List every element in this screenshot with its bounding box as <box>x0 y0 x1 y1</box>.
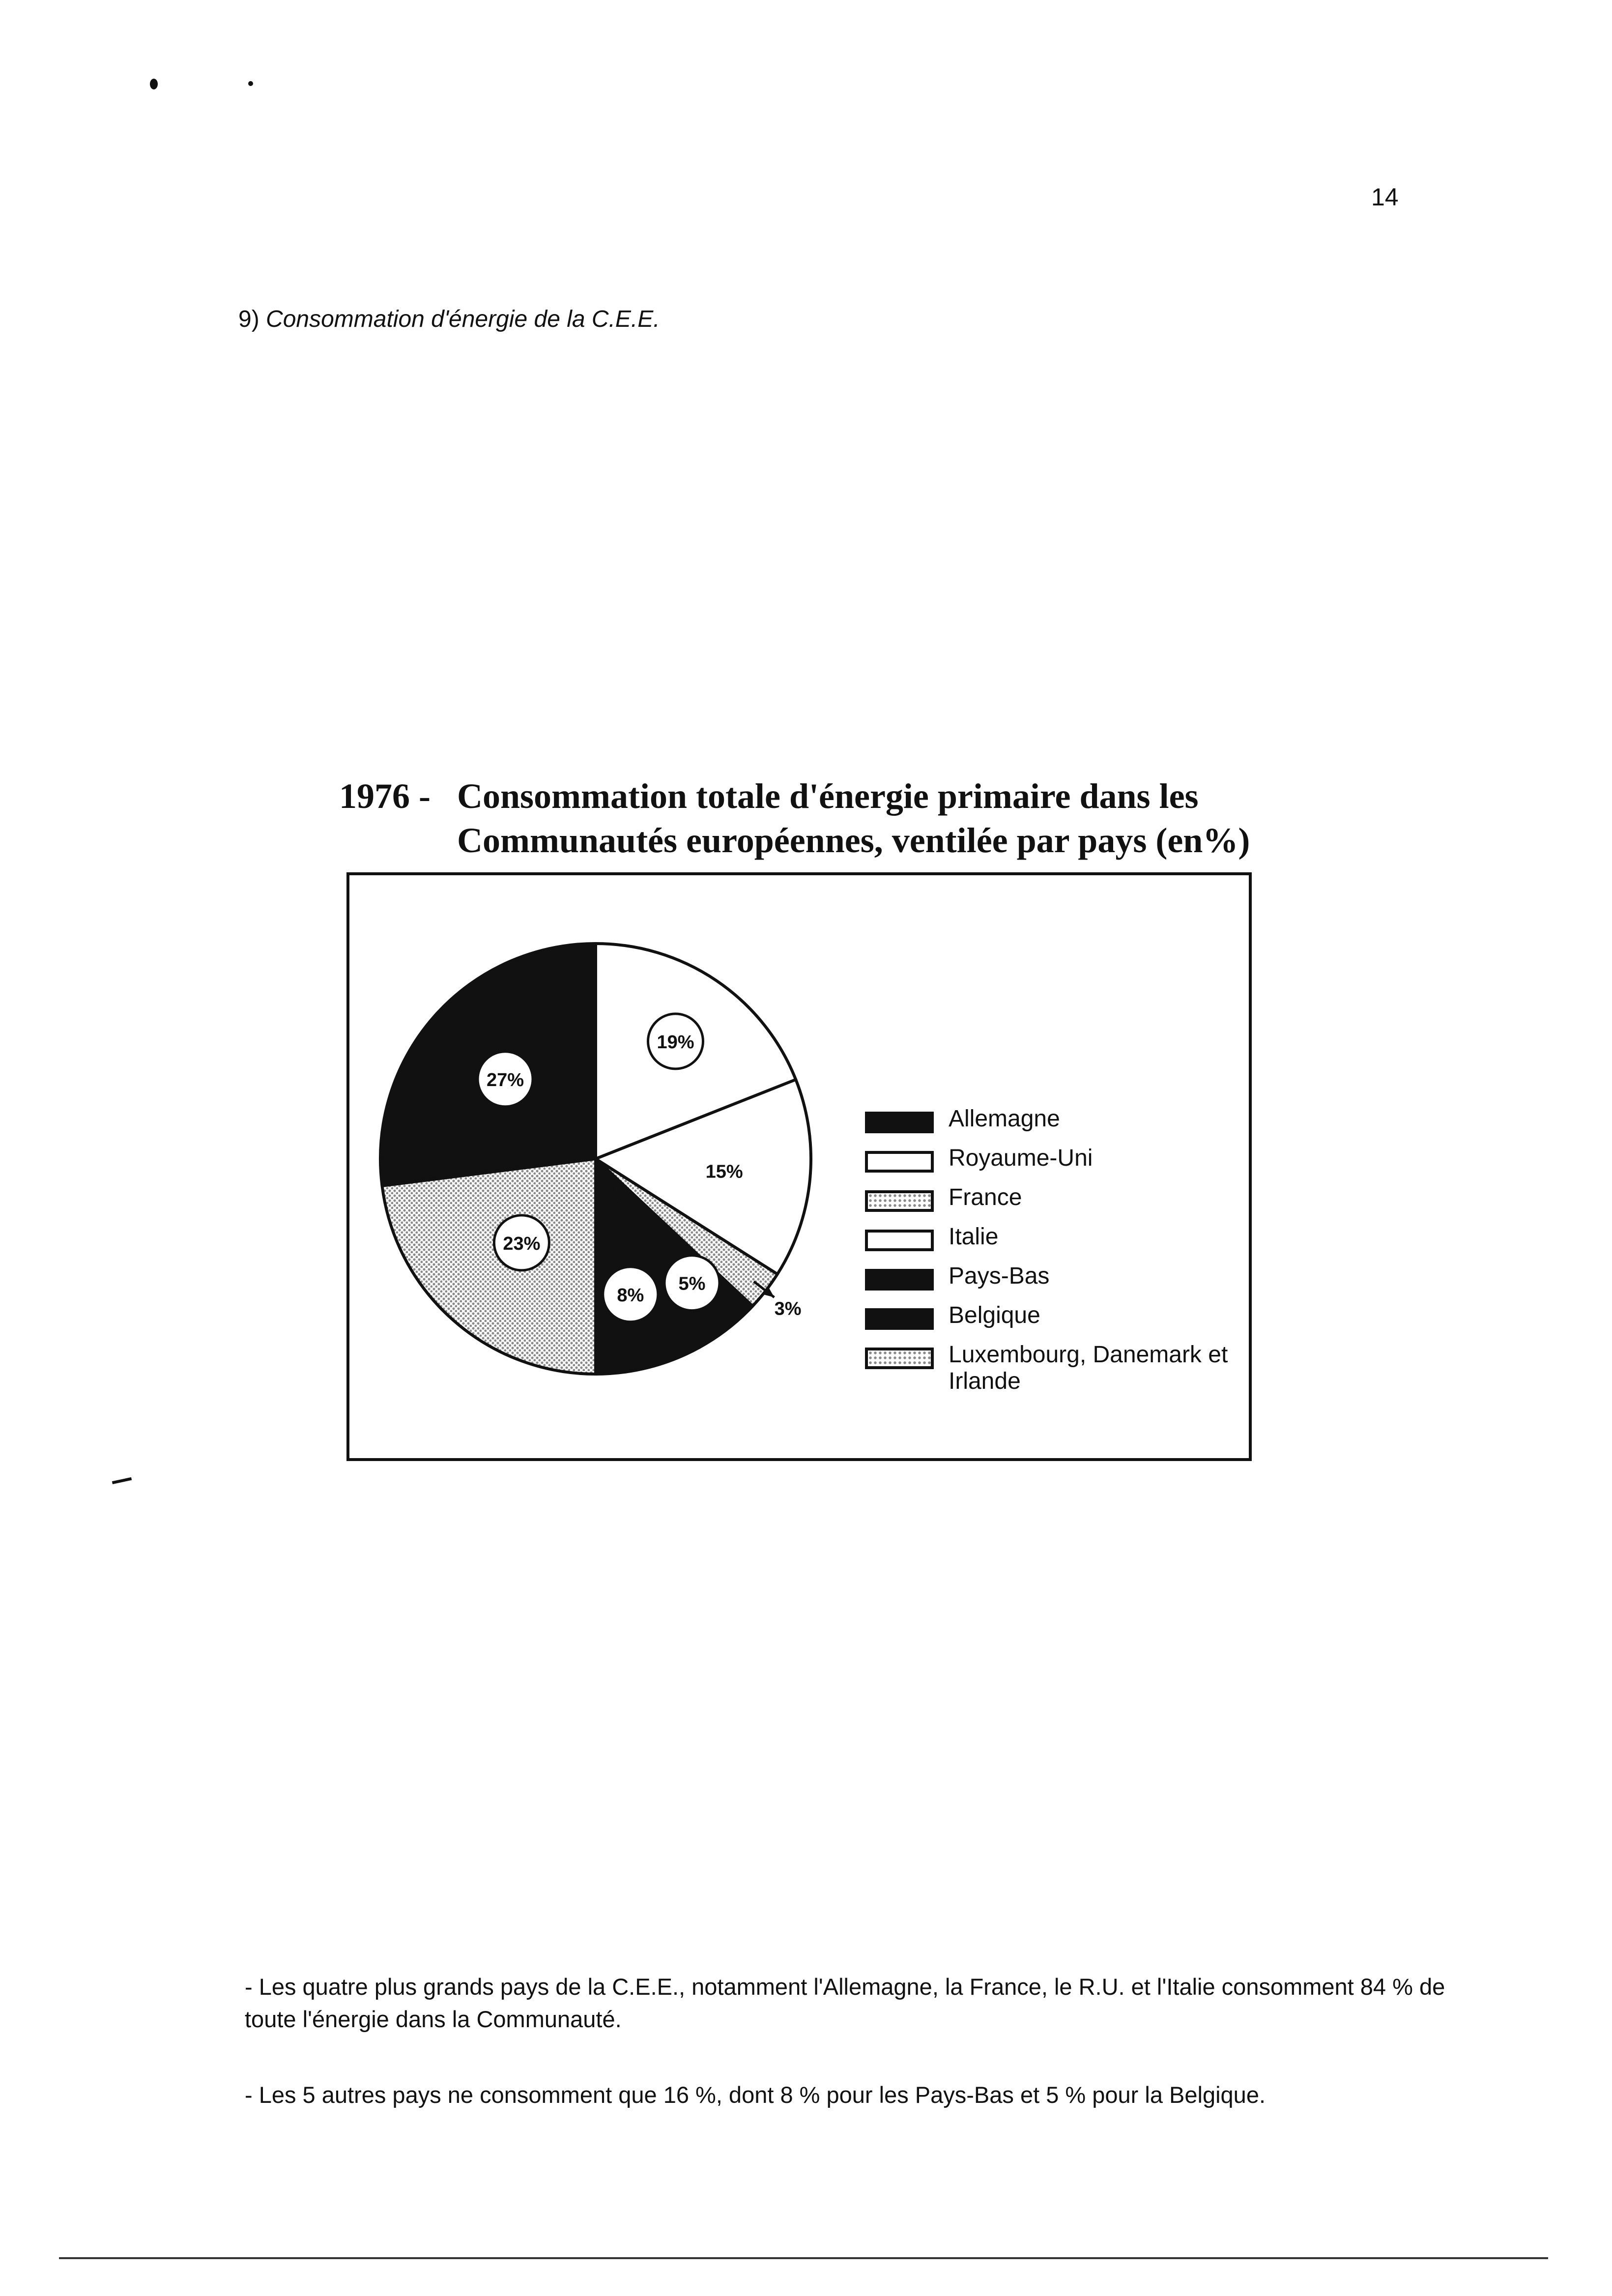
data-label-belgique <box>664 1256 720 1311</box>
page-number: 14 <box>1371 183 1399 211</box>
legend-swatch-luxembourg-danemark-irlande <box>865 1348 934 1369</box>
section-heading-number: 9) <box>238 306 259 332</box>
legend-label-italie: Italie <box>949 1224 999 1250</box>
note-paragraph: - Les 5 autres pays ne consomment que 16 %, dont 8 % pour les Pays-Bas et 5 % pour la Belgique. <box>245 2082 1266 2108</box>
svg-text:15%: 15% <box>705 1161 743 1182</box>
chart-title-year: 1976 - <box>339 776 431 816</box>
legend-label-france: France <box>949 1184 1022 1210</box>
legend-swatch-france <box>865 1190 934 1212</box>
legend-item-allemagne <box>865 1106 1243 1145</box>
chart-legend <box>865 1106 1243 1394</box>
data-label-pays-bas <box>603 1267 658 1322</box>
chart-title-line-1-text: Consommation totale d'énergie primaire dans les <box>457 776 1199 816</box>
legend-label-belgique: Belgique <box>949 1302 1040 1328</box>
svg-text:19%: 19% <box>657 1032 694 1053</box>
legend-label-royaume-uni: Royaume-Uni <box>949 1145 1093 1171</box>
legend-item-france <box>865 1184 1243 1224</box>
legend-swatch-italie <box>865 1230 934 1251</box>
data-label-france <box>494 1215 549 1270</box>
legend-swatch-belgique <box>865 1308 934 1330</box>
legend-label-pays-bas: Pays-Bas <box>949 1263 1050 1289</box>
legend-swatch-pays-bas <box>865 1269 934 1291</box>
legend-swatch-allemagne <box>865 1112 934 1133</box>
legend-item-italie <box>865 1224 1243 1263</box>
data-label-allemagne <box>478 1052 533 1107</box>
data-label-royaume-uni <box>648 1014 703 1069</box>
legend-item-pays-bas <box>865 1263 1243 1302</box>
pie-slices <box>380 944 811 1374</box>
note-paragraph: - Les quatre plus grands pays de la C.E.E., notamment l'Allemagne, la France, le R.U. et l'Italie consomment 84 % de toute l'énergie dans la Communauté. <box>245 1974 1445 2032</box>
legend-item-belgique <box>865 1302 1243 1342</box>
page-rule <box>59 2257 1548 2259</box>
legend-item-luxembourg-danemark-irlande <box>865 1342 1243 1394</box>
chart-title-line-2: Communautés européennes, ventilée par pays (en%) <box>457 821 1250 860</box>
legend-label-allemagne: Allemagne <box>949 1106 1060 1132</box>
data-label-italie <box>706 1162 743 1182</box>
legend-item-royaume-uni <box>865 1145 1243 1184</box>
svg-text:23%: 23% <box>503 1233 541 1254</box>
legend-label-luxembourg-danemark-irlande: Luxembourg, Danemark et Irlande <box>949 1342 1228 1394</box>
legend-swatch-royaume-uni <box>865 1151 934 1173</box>
svg-text:3%: 3% <box>774 1298 802 1320</box>
svg-text:8%: 8% <box>617 1285 644 1306</box>
svg-text:5%: 5% <box>678 1273 706 1294</box>
pie-slice-france <box>382 1159 596 1374</box>
svg-text:27%: 27% <box>486 1069 524 1091</box>
section-heading-text: Consommation d'énergie de la C.E.E. <box>266 306 660 332</box>
data-label-luxembourg-danemark-et-irlande <box>775 1298 802 1319</box>
